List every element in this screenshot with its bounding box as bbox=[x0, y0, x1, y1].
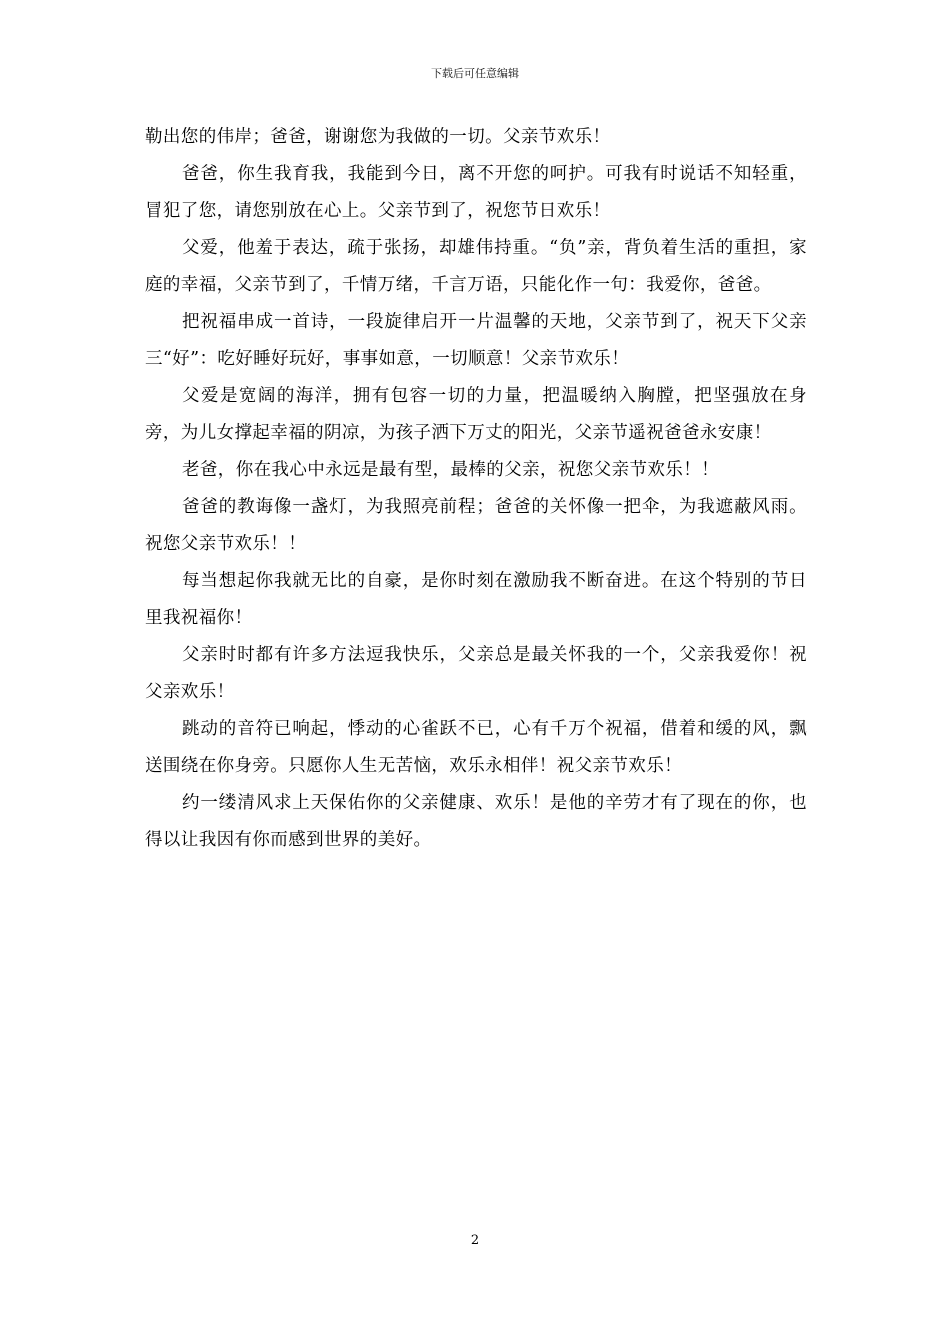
page-number: 2 bbox=[470, 1233, 480, 1248]
paragraph: 父亲时时都有许多方法逗我快乐，父亲总是最关怀我的一个，父亲我爱你！祝父亲欢乐！ bbox=[145, 645, 807, 702]
paragraph: 每当想起你我就无比的自豪，是你时刻在激励我不断奋进。在这个特别的节日里我祝福你！ bbox=[145, 571, 807, 628]
paragraph: 爸爸的教诲像一盏灯，为我照亮前程；爸爸的关怀像一把伞，为我遮蔽风雨。祝您父亲节欢乐！！ bbox=[145, 497, 807, 554]
paragraph: 父爱，他羞于表达，疏于张扬，却雄伟持重。“负”亲，背负着生活的重担，家庭的幸福，父亲节到了，千情万绪，千言万语，只能化作一句：我爱你，爸爸。 bbox=[145, 238, 807, 295]
page-header: 下载后可任意编辑 bbox=[431, 67, 519, 80]
paragraph-continued: 勒出您的伟岸；爸爸，谢谢您为我做的一切。父亲节欢乐！ bbox=[145, 127, 611, 147]
document-body bbox=[145, 119, 807, 859]
paragraph: 约一缕清风求上天保佑你的父亲健康、欢乐！是他的辛劳才有了现在的你，也得以让我因有你而感到世界的美好。 bbox=[145, 793, 807, 850]
paragraph: 爸爸，你生我育我，我能到今日，离不开您的呵护。可我有时说话不知轻重，冒犯了您，请您别放在心上。父亲节到了，祝您节日欢乐！ bbox=[145, 164, 807, 221]
paragraph: 父爱是宽阔的海洋，拥有包容一切的力量，把温暖纳入胸膛，把坚强放在身旁，为儿女撑起幸福的阴凉，为孩子洒下万丈的阳光，父亲节遥祝爸爸永安康！ bbox=[145, 386, 807, 443]
paragraph: 老爸，你在我心中永远是最有型，最棒的父亲，祝您父亲节欢乐！！ bbox=[182, 460, 719, 480]
paragraph: 跳动的音符已响起，悸动的心雀跃不已，心有千万个祝福，借着和缓的风，飘送围绕在你身旁。只愿你人生无苦恼，欢乐永相伴！祝父亲节欢乐！ bbox=[145, 719, 807, 776]
paragraph: 把祝福串成一首诗，一段旋律启开一片温馨的天地，父亲节到了，祝天下父亲三“好”：吃好睡好玩好，事事如意，一切顺意！父亲节欢乐！ bbox=[145, 312, 807, 369]
